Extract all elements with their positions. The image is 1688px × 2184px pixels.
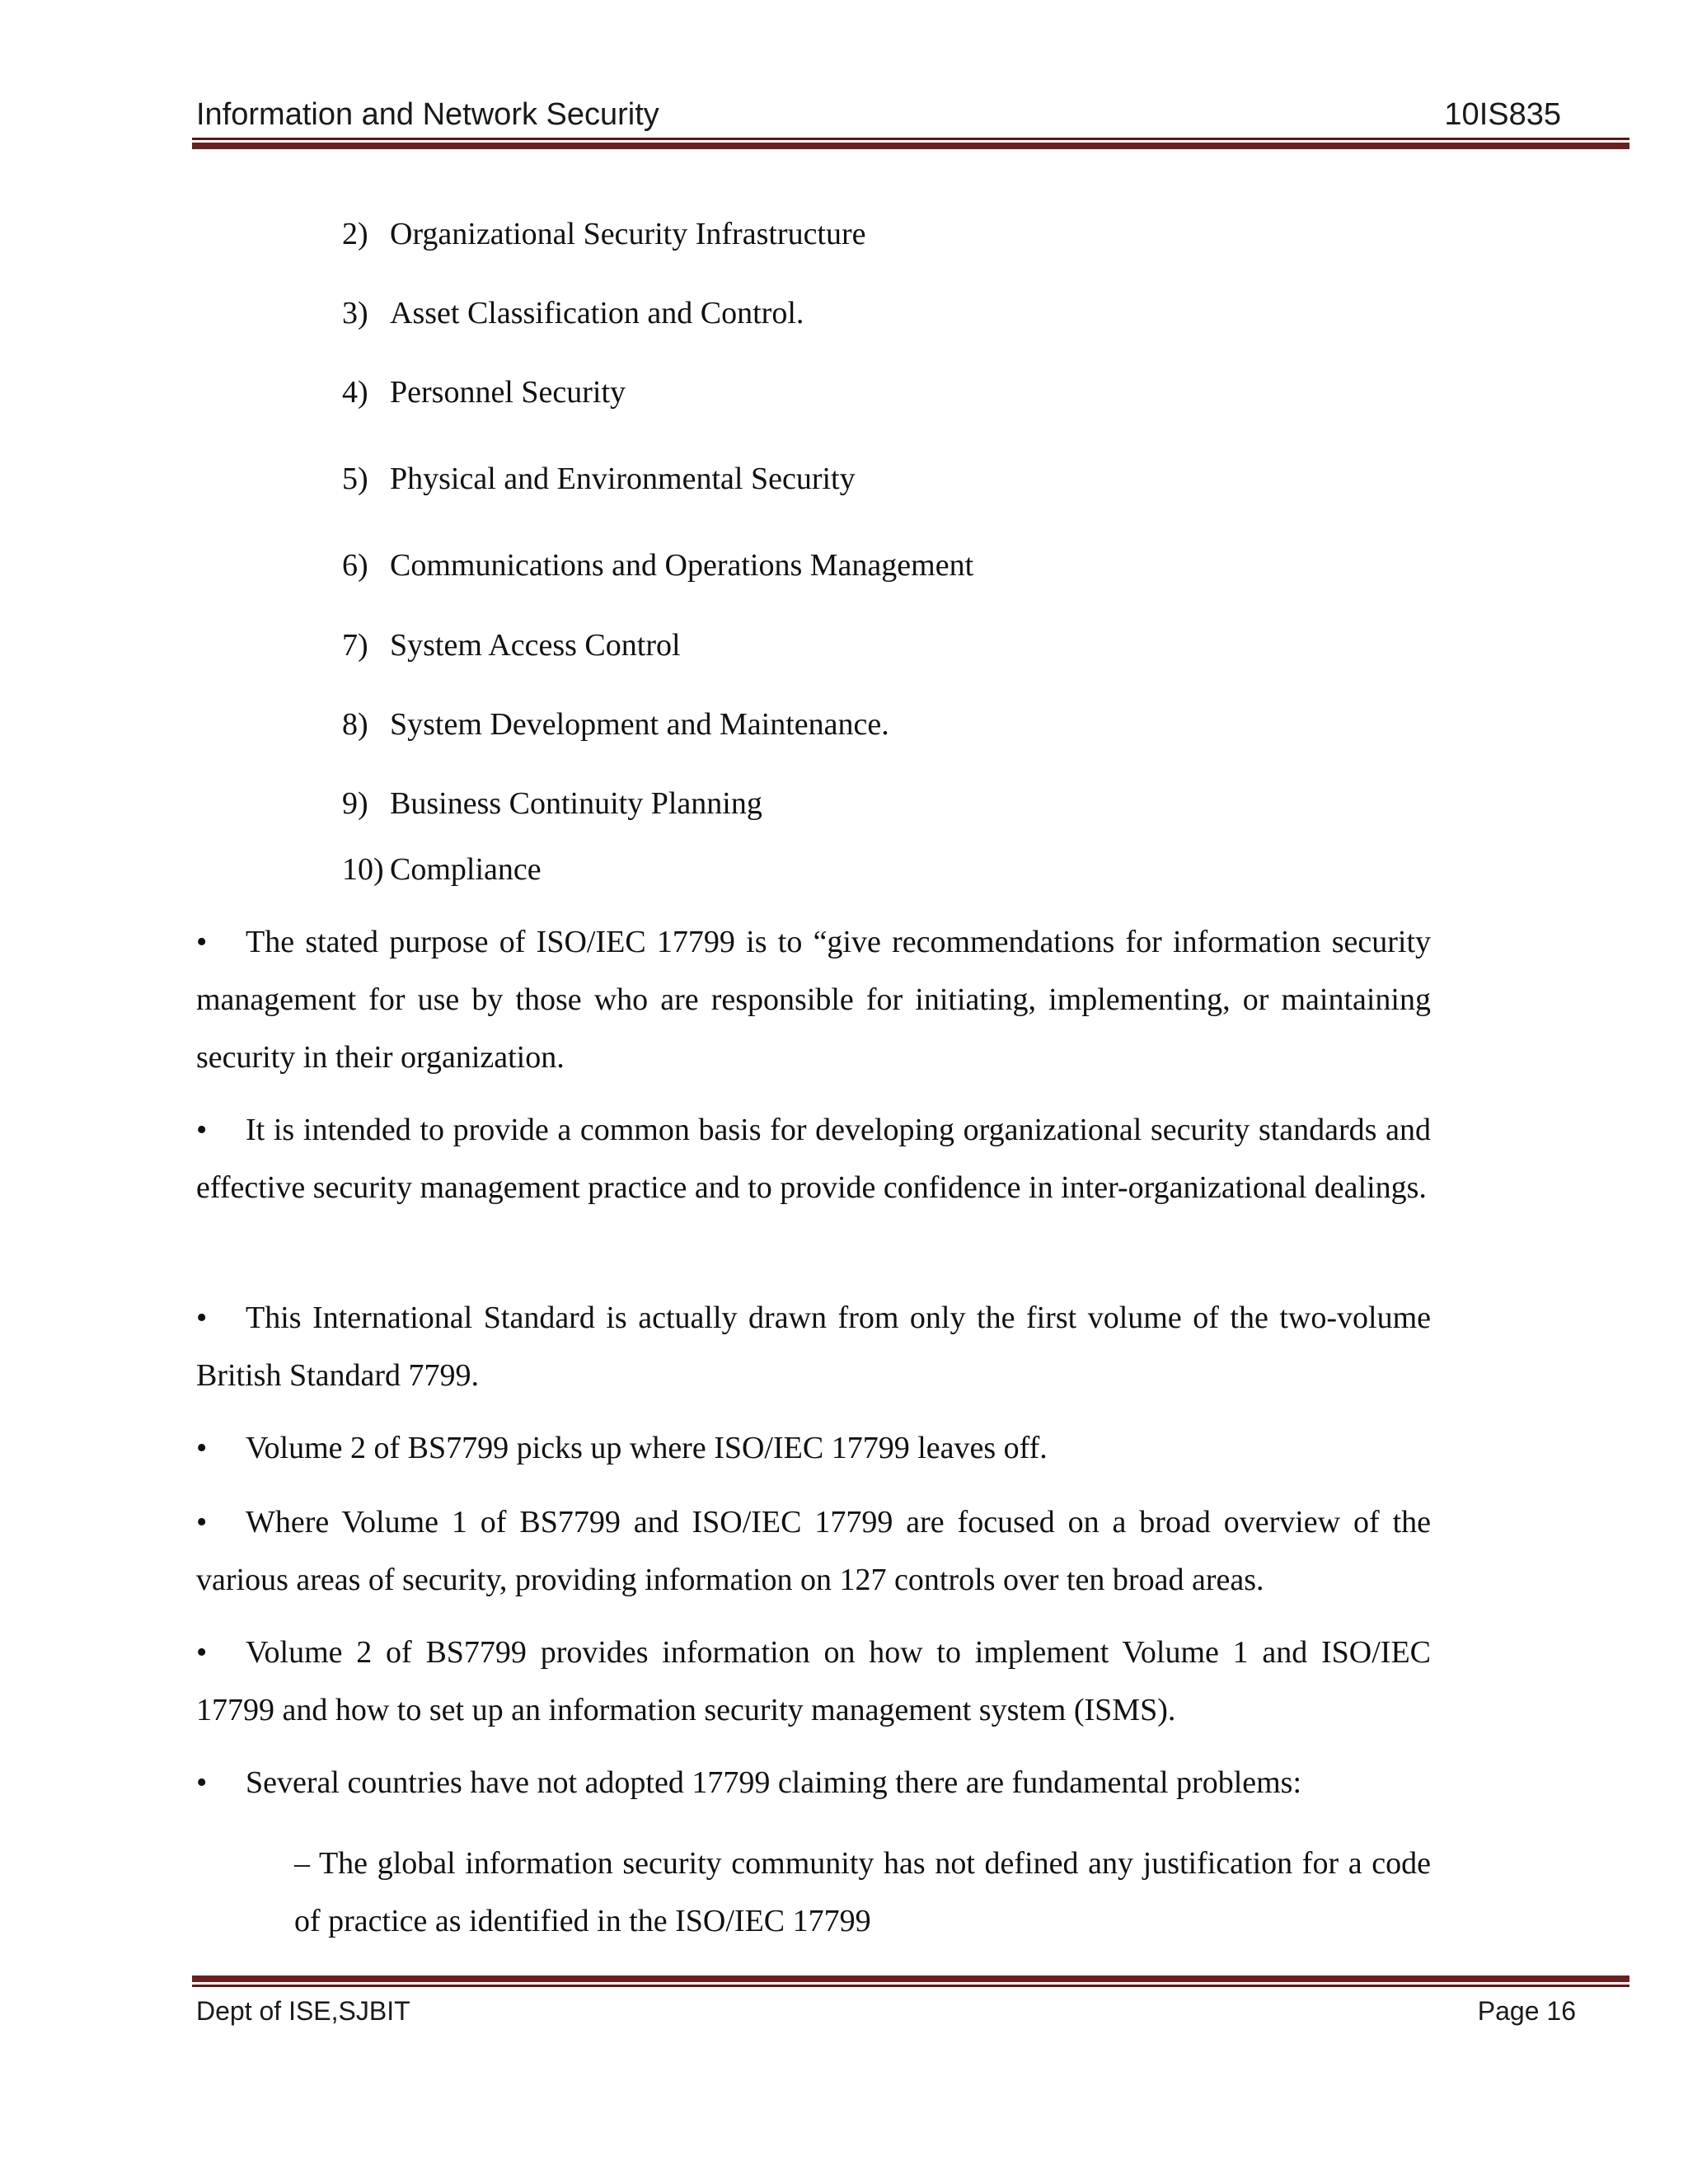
footer-dept: Dept of ISE,SJBIT bbox=[196, 1996, 410, 2026]
header-rule-thin bbox=[192, 138, 1629, 140]
bullet-symbol: • bbox=[196, 1113, 208, 1147]
bullet-paragraph bbox=[196, 1624, 1431, 1739]
bullet-text: This International Standard is actually drawn from only the first volume of the two-volume British Standard 7799. bbox=[196, 1301, 1431, 1393]
bullet-text: Several countries have not adopted 17799 claiming there are fundamental problems: bbox=[246, 1765, 1302, 1800]
list-text: Communications and Operations Management bbox=[390, 548, 974, 583]
list-number: 6) bbox=[342, 548, 368, 583]
bullet-symbol: • bbox=[196, 1431, 208, 1465]
list-text: Compliance bbox=[390, 852, 542, 887]
list-item bbox=[342, 461, 856, 497]
list-number: 5) bbox=[342, 462, 368, 496]
bullet-symbol: • bbox=[196, 1765, 208, 1800]
footer-rule-thin bbox=[192, 1985, 1629, 1987]
list-item bbox=[342, 295, 804, 331]
list-text: System Development and Maintenance. bbox=[390, 707, 889, 742]
bullet-paragraph bbox=[196, 1419, 1431, 1477]
list-number: 2) bbox=[342, 217, 368, 251]
bullet-symbol: • bbox=[196, 1505, 208, 1540]
bullet-paragraph bbox=[196, 1493, 1431, 1609]
header-rule-thick bbox=[192, 143, 1629, 149]
bullet-text: Where Volume 1 of BS7799 and ISO/IEC 17799 are focused on a broad overview of the various areas of security, providing information on 127 controls over ten broad areas. bbox=[196, 1505, 1431, 1597]
list-text: Personnel Security bbox=[390, 375, 626, 410]
page-number: Page 16 bbox=[1477, 1996, 1576, 2026]
footer-rule-thick bbox=[192, 1975, 1629, 1982]
list-number: 7) bbox=[342, 628, 368, 663]
bullet-paragraph bbox=[196, 913, 1431, 1086]
dash-symbol: – bbox=[294, 1846, 310, 1881]
bullet-text: Volume 2 of BS7799 picks up where ISO/IEC 17799 leaves off. bbox=[246, 1431, 1048, 1465]
list-item bbox=[342, 216, 866, 252]
bullet-text: It is intended to provide a common basis for developing organizational security standards and effective security management practice and to provide confidence in inter-organizational dealings. bbox=[196, 1113, 1431, 1205]
bullet-symbol: • bbox=[196, 925, 208, 959]
bullet-paragraph bbox=[196, 1289, 1431, 1404]
bullet-symbol: • bbox=[196, 1301, 208, 1335]
list-text: Asset Classification and Control. bbox=[390, 296, 804, 330]
sub-item-text: The global information security community has not defined any justification for a code of practice as identified in the ISO/IEC 17799 bbox=[294, 1846, 1431, 1938]
list-number: 3) bbox=[342, 296, 368, 330]
list-text: Organizational Security Infrastructure bbox=[390, 217, 866, 251]
list-text: Business Continuity Planning bbox=[390, 786, 762, 821]
list-number: 8) bbox=[342, 707, 368, 742]
header-course-code: 10IS835 bbox=[1444, 97, 1561, 132]
sub-item bbox=[294, 1835, 1431, 1950]
list-text: System Access Control bbox=[390, 628, 681, 663]
list-item bbox=[342, 851, 542, 888]
list-text: Physical and Environmental Security bbox=[390, 462, 856, 496]
list-item bbox=[342, 374, 626, 410]
bullet-text: The stated purpose of ISO/IEC 17799 is to “give recommendations for information security management for use by those who are responsible for initiating, implementing, or maintaining security in their organization. bbox=[196, 925, 1431, 1075]
header-title: Information and Network Security bbox=[196, 97, 659, 132]
bullet-paragraph bbox=[196, 1754, 1431, 1811]
list-item bbox=[342, 627, 681, 663]
bullet-symbol: • bbox=[196, 1635, 208, 1670]
bullet-text: Volume 2 of BS7799 provides information on how to implement Volume 1 and ISO/IEC 17799 and how to set up an information security management system (ISMS). bbox=[196, 1635, 1431, 1727]
list-item bbox=[342, 785, 762, 822]
list-number: 9) bbox=[342, 786, 368, 821]
list-item bbox=[342, 706, 889, 743]
list-item bbox=[342, 547, 973, 583]
list-number: 10) bbox=[342, 852, 384, 887]
list-number: 4) bbox=[342, 375, 368, 410]
bullet-paragraph bbox=[196, 1101, 1431, 1216]
